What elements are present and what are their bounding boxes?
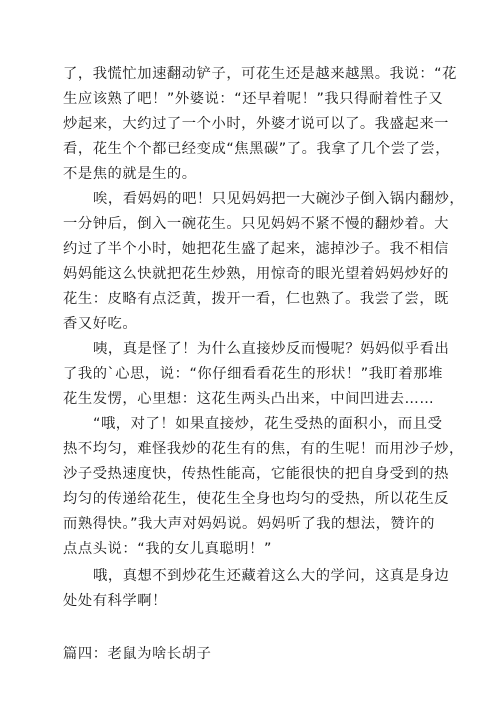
text-line: 看，花生个个都已经变成“焦黑碳”了。我拿了几个尝了尝， <box>63 141 451 157</box>
text-line: 热不均匀，难怪我炒的花生有的焦，有的生呢！而用沙子炒， <box>63 441 464 457</box>
text-line: 点点头说：“我的女儿真聪明！” <box>63 541 272 557</box>
text-line: 生应该熟了吧！”外婆说：“还早着呢！”我只得耐着性子又 <box>63 91 444 107</box>
text-line: 而熟得快。”我大声对妈妈说。妈妈听了我的想法，赞许的 <box>63 516 435 532</box>
text-line: 均匀的传递给花生，使花生全身也均匀的受热，所以花生反 <box>63 491 450 507</box>
text-line: 唉，看妈妈的吧！只见妈妈把一大碗沙子倒入锅内翻炒， <box>93 191 465 207</box>
text-line: 咦，真是怪了！为什么直接炒反而慢呢？妈妈似乎看出 <box>93 341 450 357</box>
section-heading: 篇四：老鼠为啥长胡子 <box>63 646 212 662</box>
text-line: 花生发愣，心里想：这花生两头凸出来，中间凹进去…… <box>63 391 435 407</box>
text-line: 炒起来，大约过了一个小时，外婆才说可以了。我盛起来一 <box>63 116 450 132</box>
text-line: 沙子受热速度快，传热性能高，它能很快的把自身受到的热 <box>63 466 450 482</box>
text-line: 哦，真想不到炒花生还藏着这么大的学问，这真是身边 <box>93 568 450 584</box>
text-line: 约过了半个小时，她把花生盛了起来，滤掉沙子。我不相信 <box>63 241 450 257</box>
text-line: 香又好吃。 <box>63 316 138 332</box>
text-line: 不是焦的就是生的。 <box>63 166 197 182</box>
text-line: 了我的`心思，说：“你仔细看看花生的形状！”我盯着那堆 <box>63 366 443 382</box>
text-line: 花生：皮略有点泛黄，拨开一看，仁也熟了。我尝了尝，既 <box>63 291 450 307</box>
text-line: “哦，对了！如果直接炒，花生受热的面积小，而且受 <box>93 416 443 432</box>
text-line: 一分钟后，倒入一碗花生。只见妈妈不紧不慢的翻炒着。大 <box>63 216 450 232</box>
text-line: 了，我慌忙加速翻动铲子，可花生还是越来越黑。我说：“花 <box>63 66 457 82</box>
text-line: 妈妈能这么快就把花生炒熟，用惊奇的眼光望着妈妈炒好的 <box>63 266 450 282</box>
text-line: 处处有科学啊！ <box>63 593 167 609</box>
